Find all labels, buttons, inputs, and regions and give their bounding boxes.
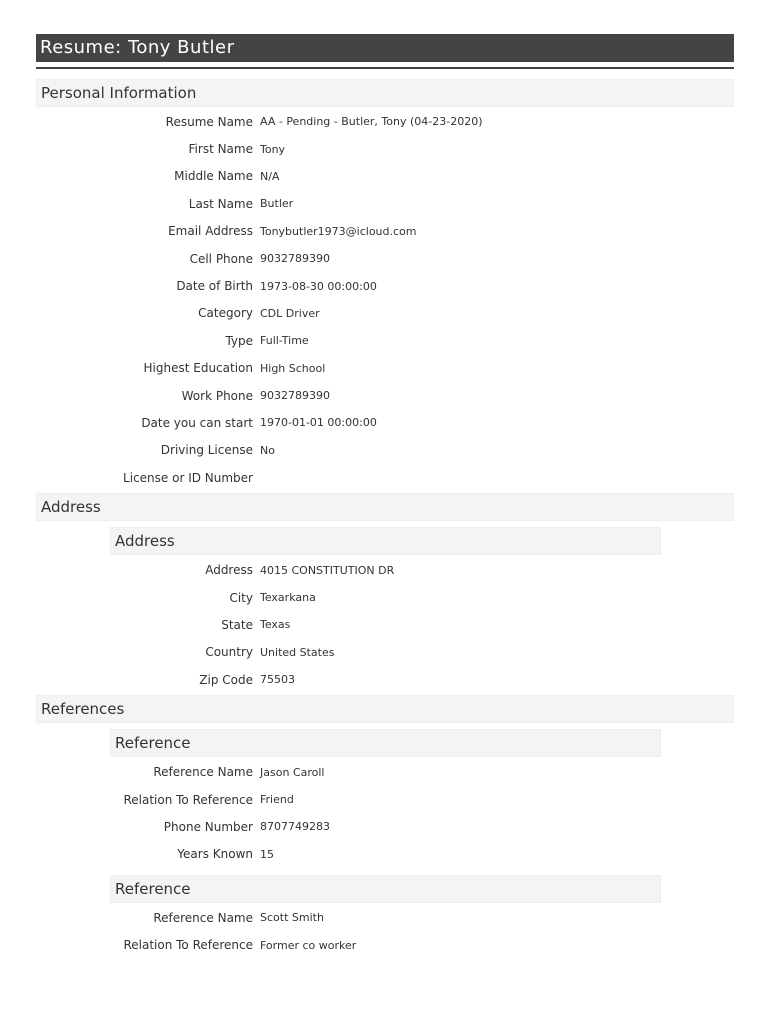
field-value: AA - Pending - Butler, Tony (04-23-2020) [260, 115, 483, 129]
field-row [36, 639, 734, 666]
field-value: 15 [260, 847, 274, 861]
resume-page [36, 34, 734, 959]
field-label: Zip Code [199, 672, 253, 687]
field-value: High School [260, 361, 326, 375]
field-value: Friend [260, 793, 294, 806]
field-value: 1973-08-30 00:00:00 [260, 279, 377, 293]
address-fields [36, 555, 734, 693]
field-value: CDL Driver [260, 306, 320, 320]
field-label: Work Phone [181, 388, 253, 403]
field-row [36, 163, 734, 190]
field-label: Reference Name [153, 910, 253, 925]
field-label: Relation To Reference [123, 792, 253, 807]
field-value: Butler [260, 197, 294, 211]
field-value: Tonybutler1973@icloud.com [260, 224, 417, 238]
field-value: Texarkana [260, 591, 316, 605]
field-row [36, 409, 734, 436]
field-value: Scott Smith [260, 911, 324, 925]
field-value: N/A [260, 169, 280, 183]
field-value: 1970-01-01 00:00:00 [260, 416, 377, 430]
field-row [36, 904, 734, 931]
field-label: Resume Name [165, 114, 253, 129]
field-label: State [221, 617, 253, 632]
subsection-reference-heading: Reference [110, 875, 661, 903]
field-row [36, 584, 734, 611]
section-address-heading: Address [36, 493, 734, 521]
field-row [36, 300, 734, 327]
field-row [36, 931, 734, 958]
field-value: 9032789390 [260, 252, 330, 266]
title-divider [36, 67, 734, 69]
field-value: Tony [260, 142, 286, 156]
field-row [36, 437, 734, 464]
field-label: Phone Number [163, 819, 253, 834]
field-row [36, 813, 734, 840]
field-row [36, 355, 734, 382]
reference-2-fields [36, 903, 734, 959]
field-value: 4015 CONSTITUTION DR [260, 563, 395, 577]
field-value: 8707749283 [260, 820, 330, 834]
field-value: 9032789390 [260, 389, 330, 403]
field-row [36, 841, 734, 868]
field-label: License or ID Number [123, 470, 253, 485]
field-row [36, 758, 734, 785]
field-value: Full-Time [260, 334, 309, 348]
field-value: Jason Caroll [260, 765, 325, 779]
field-label: Years Known [177, 847, 253, 862]
field-row [36, 611, 734, 638]
field-label: Category [198, 306, 253, 321]
field-row [36, 382, 734, 409]
field-row [36, 464, 734, 491]
field-label: Date of Birth [176, 279, 253, 294]
section-references-heading: References [36, 695, 734, 723]
field-row [36, 245, 734, 272]
field-label: Middle Name [174, 169, 253, 184]
field-label: Highest Education [143, 361, 253, 376]
field-row [36, 327, 734, 354]
field-row [36, 135, 734, 162]
field-label: Last Name [188, 196, 253, 211]
section-personal-heading: Personal Information [36, 79, 734, 107]
field-label: Type [225, 333, 253, 348]
field-label: City [229, 590, 253, 605]
field-label: Cell Phone [189, 251, 253, 266]
field-label: First Name [188, 142, 253, 157]
field-row [36, 666, 734, 693]
field-row [36, 786, 734, 813]
field-row [36, 272, 734, 299]
personal-fields [36, 107, 734, 491]
field-value: No [260, 443, 275, 457]
field-value: Texas [260, 618, 291, 632]
field-row [36, 218, 734, 245]
field-label: Reference Name [153, 765, 253, 780]
field-value: Former co worker [260, 938, 357, 952]
field-label: Country [205, 645, 253, 660]
page-title: Resume: Tony Butler [36, 34, 734, 62]
field-label: Email Address [168, 224, 253, 239]
subsection-address-heading: Address [110, 527, 661, 555]
field-label: Driving License [160, 443, 253, 458]
field-label: Relation To Reference [123, 938, 253, 953]
field-label: Date you can start [141, 415, 253, 430]
reference-1-fields [36, 757, 734, 868]
field-row [36, 190, 734, 217]
field-value: United States [260, 645, 335, 659]
field-value: 75503 [260, 673, 295, 687]
field-label: Address [205, 563, 253, 578]
subsection-reference-heading: Reference [110, 729, 661, 757]
field-row [36, 108, 734, 135]
field-row [36, 556, 734, 583]
